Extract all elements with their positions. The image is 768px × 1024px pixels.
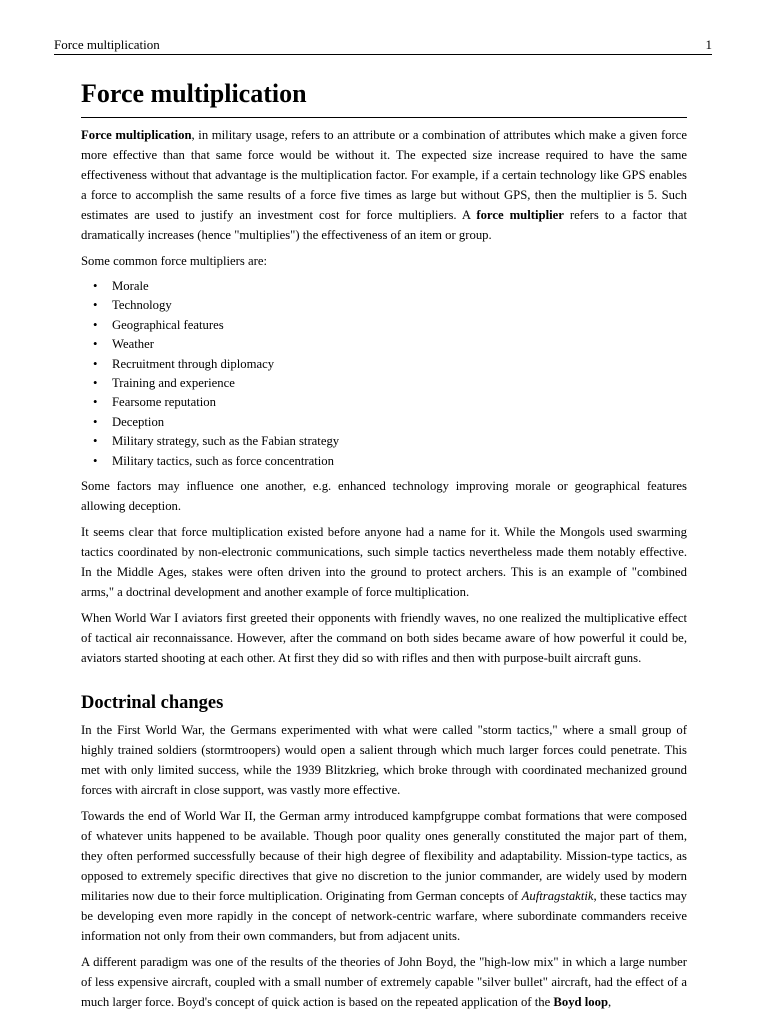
article-body — [81, 76, 687, 1018]
intro-text-part2: refers to a factor that dramatically increases (hence "multiplies") the effectiveness of an item or group. — [81, 208, 687, 242]
list-item: • Recruitment through diplomacy — [112, 355, 687, 374]
list-item: • Military tactics, such as force concentration — [112, 452, 687, 471]
running-header — [54, 36, 712, 55]
list-item: • Weather — [112, 335, 687, 354]
intro-paragraph — [81, 125, 687, 245]
list-item: • Fearsome reputation — [112, 393, 687, 412]
intro-text-part1: , in military usage, refers to an attribute or a combination of attributes which make a given force more effective than that same force would be without it. The expected size increase required to have the same effectiveness without that advantage is the multiplication factor. For example, if a certain technology like GPS enables a force to accomplish the same results of a force five times as large but without GPS, then the multiplier is 5. Such estimates are used to justify an investment cost for force multipliers. A — [81, 128, 688, 222]
multiplier-list — [81, 277, 687, 471]
paragraph-history: It seems clear that force multiplication existed before anyone had a name for it. While the Mongols used swarming tactics coordinated by non-electronic communications, such simple tactics nevertheless made them notably effective. In the Middle Ages, stakes were often driven into the ground to protect archers. This is an example of "combined arms," a doctrinal development and another example of force multiplication. — [81, 525, 687, 600]
running-header-title: Force multiplication — [54, 37, 160, 52]
intro-term-force-multiplication: Force multiplication — [81, 128, 192, 142]
paragraph-storm-tactics: In the First World War, the Germans experimented with what were called "storm tactics," where a small group of highly trained soldiers (stormtroopers) would open a salient through which much larger forces could penetrate. This met with only limited success, while the 1939 Blitzkrieg, which broke through with coordinated mechanized ground forces with aircraft in close support, was vastly more effective. — [81, 723, 687, 798]
page-title: Force multiplication — [81, 76, 687, 118]
paragraph-factors: Some factors may influence one another, e.g. enhanced technology improving morale or geographical features allowing deception. — [81, 479, 687, 514]
list-item: • Deception — [112, 413, 687, 432]
term-auftragstaktik: Auftragstaktik — [521, 889, 594, 904]
paragraph-ww1-aviators: When World War I aviators first greeted their opponents with friendly waves, no one realized the multiplicative effect of tactical air reconnaissance. However, after the command on both sides became aware of how powerful it could be, aviators started shooting at each other. At first they did so with rifles and then with purpose-built aircraft guns. — [81, 611, 687, 666]
section-heading-doctrinal-changes: Doctrinal changes — [81, 693, 224, 714]
list-item: • Technology — [112, 296, 687, 315]
term-boyd-loop: Boyd loop — [553, 995, 609, 1010]
kampfgruppe-text-part2: , these tactics may be developing even more rapidly in the concept of network-centric warfare, where subordinate commanders receive information not only from their own commanders, but from adjacent units. — [81, 889, 687, 944]
boyd-text-part2: , — [608, 995, 612, 1010]
list-item: • Geographical features — [112, 316, 687, 335]
list-intro: Some common force multipliers are: — [81, 254, 268, 268]
list-item: • Military strategy, such as the Fabian strategy — [112, 432, 687, 451]
boyd-text-part1: A different paradigm was one of the results of the theories of John Boyd, the "high-low mix" in which a large number of less expensive aircraft, coupled with a small number of extremely capable "silver bullet" aircraft, had the effect of a much larger force. Boyd's concept of quick action is based on the repeated application of the — [81, 955, 687, 1010]
page-number: 1 — [705, 37, 712, 52]
kampfgruppe-text-part1: Towards the end of World War II, the German army introduced kampfgruppe combat formations that were composed of whatever units happened to be available. Though poor quality ones generally constituted the major part of them, they often performed successfully because of their high degree of flexibility and adaptability. Mission-type tactics, as opposed to extremely specific directives that give no discretion to the junior commander, are widely used by modern militaries now due to their force multiplication. Originating from German concepts of — [81, 809, 687, 904]
list-item: • Morale — [112, 277, 687, 296]
list-item: • Training and experience — [112, 374, 687, 393]
intro-term-force-multiplier: force multiplier — [476, 208, 564, 222]
paragraph-kampfgruppe — [81, 806, 687, 946]
paragraph-john-boyd — [81, 952, 687, 1012]
